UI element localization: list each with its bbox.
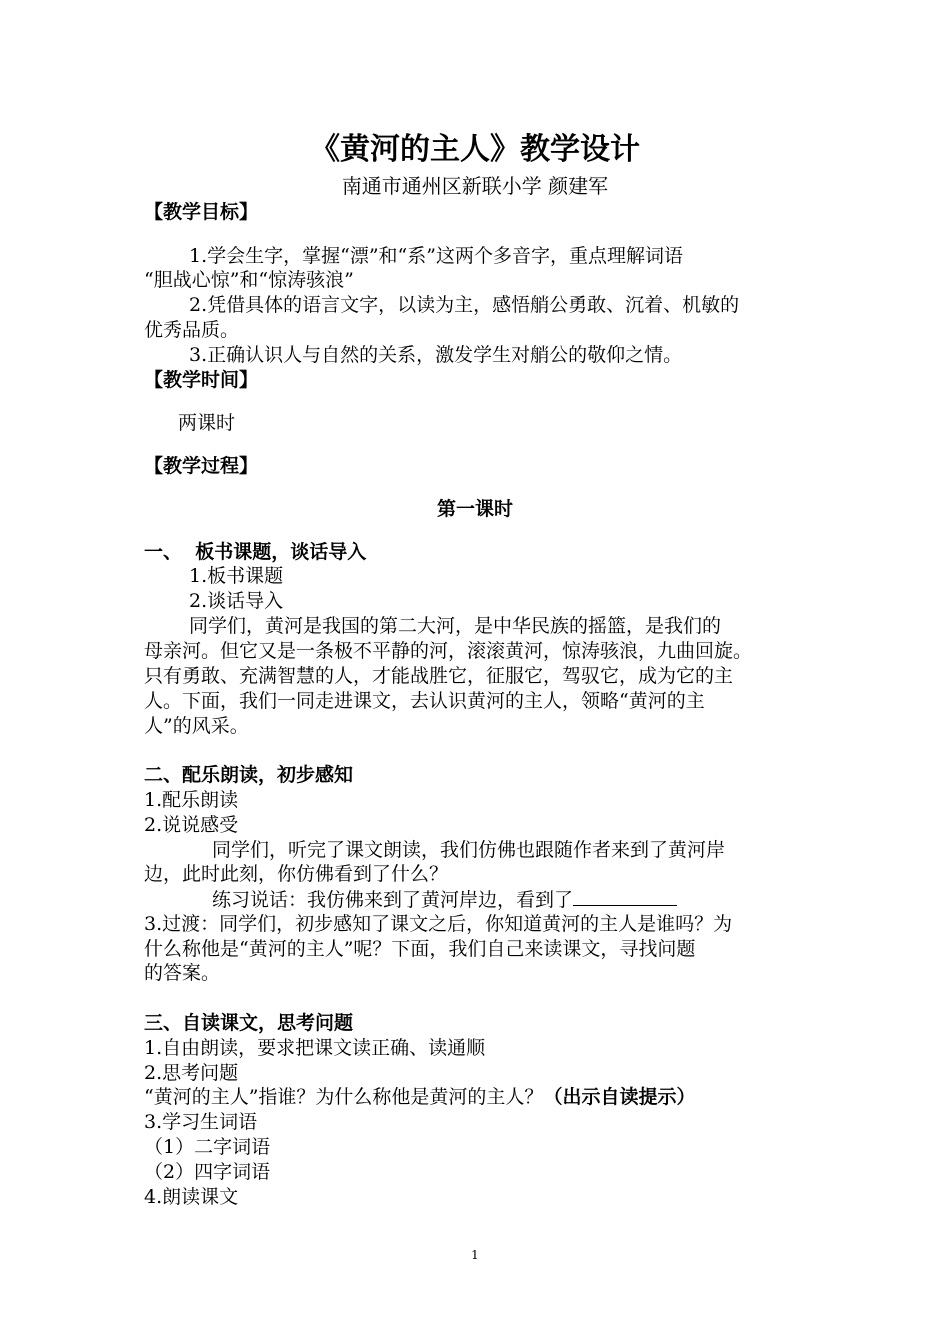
step-1-item-1: 1.板书课题	[189, 565, 284, 587]
step-1-paragraph-line: 只有勇敢、充满智慧的人，才能战胜它，征服它，驾驭它，成为它的主	[144, 665, 734, 687]
speaking-practice-prompt: 练习说话：我仿佛来到了黄河岸边，看到了	[212, 889, 574, 911]
step-1-heading: 一、 板书课题，谈话导入	[144, 541, 367, 563]
step-1-paragraph-line: 人”的风采。	[144, 715, 249, 737]
section-heading-goals: 【教学目标】	[144, 201, 259, 223]
step-2-paragraph-line: 同学们，听完了课文朗读，我们仿佛也跟随作者来到了黄河岸	[212, 839, 726, 861]
step-2-transition-line: 的答案。	[144, 962, 221, 984]
step-3-heading: 三、自读课文，思考问题	[144, 1012, 354, 1034]
time-value: 两课时	[178, 412, 236, 434]
speaking-practice-line	[212, 887, 677, 912]
step-3-question: “黄河的主人”指谁？为什么称他是黄河的主人？	[144, 1086, 544, 1108]
step-3-subitem-2: （2）四字词语	[144, 1161, 271, 1183]
step-1-item-2: 2.谈话导入	[189, 590, 284, 612]
step-3-subitem-1: （1）二字词语	[144, 1136, 271, 1158]
goal-2-line-1: 2.凭借具体的语言文字，以读为主，感悟艄公勇敢、沉着、机敏的	[189, 294, 740, 316]
step-1-paragraph-line: 母亲河。但它又是一条极不平静的河，滚滚黄河，惊涛骇浪，九曲回旋。	[144, 640, 753, 662]
step-2-item-2: 2.说说感受	[144, 814, 239, 836]
step-3-item-3: 3.学习生词语	[144, 1111, 258, 1133]
step-3-question-line	[144, 1085, 695, 1109]
goal-3: 3.正确认识人与自然的关系，激发学生对艄公的敬仰之情。	[189, 344, 683, 366]
author-line: 南通市通州区新联小学 颜建军	[341, 174, 609, 198]
step-2-heading: 二、配乐朗读，初步感知	[144, 764, 354, 786]
fill-in-blank	[573, 887, 677, 906]
document-title: 《黄河的主人》教学设计	[310, 132, 640, 167]
step-3-question-note: （出示自读提示）	[543, 1086, 696, 1108]
page-number: 1	[471, 1248, 479, 1262]
step-1-paragraph-line: 同学们，黄河是我国的第二大河，是中华民族的摇篮，是我们的	[189, 615, 722, 637]
goal-1-line-2: “胆战心惊”和“惊涛骇浪”	[144, 269, 354, 291]
step-3-item-2: 2.思考问题	[144, 1062, 239, 1084]
goal-1-line-1: 1.学会生字，掌握“漂”和“系”这两个多音字，重点理解词语	[189, 245, 683, 267]
goal-2-line-2: 优秀品质。	[144, 319, 240, 341]
step-3-item-4: 4.朗读课文	[144, 1186, 239, 1208]
step-2-transition-line: 什么称他是“黄河的主人”呢？下面，我们自己来读课文，寻找问题	[144, 938, 696, 960]
step-2-item-1: 1.配乐朗读	[144, 789, 239, 811]
section-heading-time: 【教学时间】	[144, 369, 259, 391]
step-2-paragraph-line: 边，此时此刻，你仿佛看到了什么？	[144, 863, 449, 885]
step-1-paragraph-line: 人。下面，我们一同走进课文，去认识黄河的主人，领略“黄河的主	[144, 690, 705, 712]
step-3-item-1: 1.自由朗读，要求把课文读正确、读通顺	[144, 1037, 486, 1059]
step-2-transition-line: 3.过渡：同学们，初步感知了课文之后，你知道黄河的主人是谁吗？为	[144, 913, 733, 935]
section-heading-process: 【教学过程】	[144, 455, 259, 477]
lesson-heading: 第一课时	[436, 498, 513, 520]
